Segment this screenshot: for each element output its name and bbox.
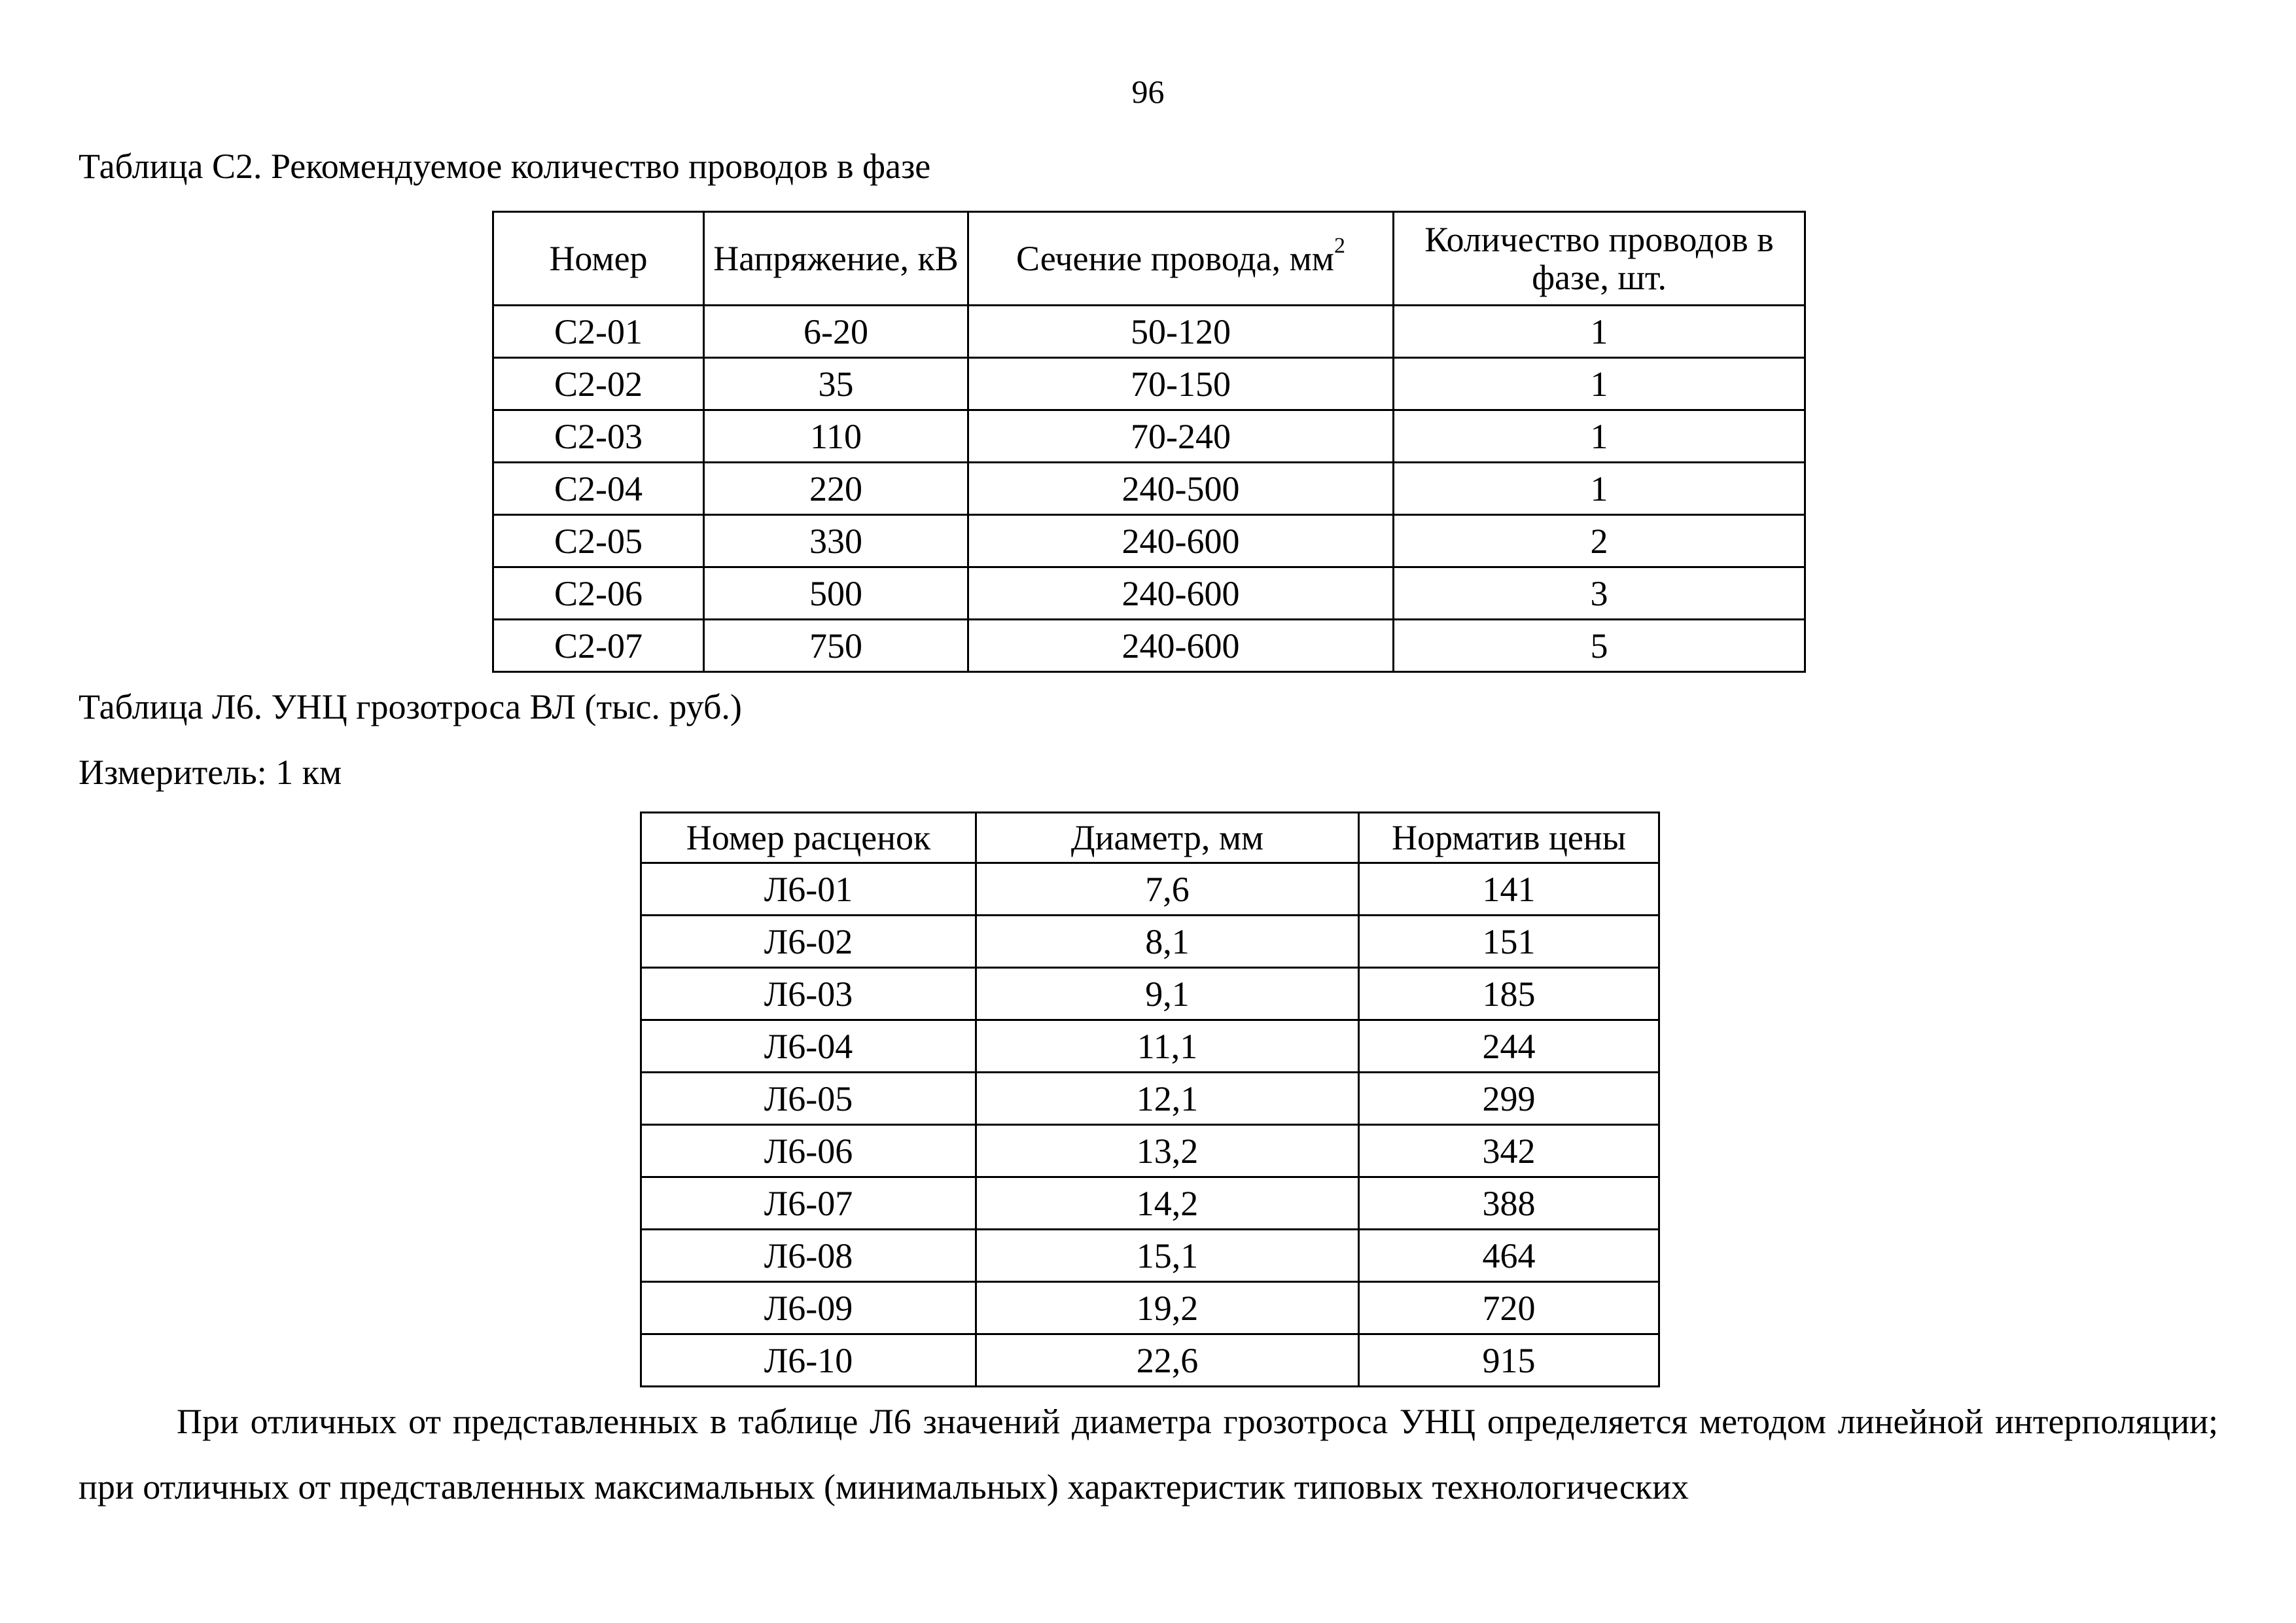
cell-voltage: 220 <box>704 463 968 515</box>
cell-section: 240-600 <box>968 515 1394 567</box>
table-row <box>493 410 1805 463</box>
cell-rate-number: Л6-05 <box>641 1073 976 1125</box>
header-count: Количество проводов в фазе, шт. <box>1394 212 1805 306</box>
table-row <box>641 1073 1659 1125</box>
table-row <box>641 1125 1659 1177</box>
table-row <box>493 358 1805 410</box>
cell-diameter: 12,1 <box>976 1073 1359 1125</box>
cell-section: 240-500 <box>968 463 1394 515</box>
cell-price: 151 <box>1359 916 1659 968</box>
cell-section: 240-600 <box>968 620 1394 672</box>
table-l6-unit: Измеритель: 1 км <box>79 753 342 792</box>
cell-rate-number: Л6-04 <box>641 1020 976 1073</box>
header-diameter: Диаметр, мм <box>976 813 1359 863</box>
cell-diameter: 15,1 <box>976 1230 1359 1282</box>
table-row <box>641 863 1659 916</box>
cell-section: 50-120 <box>968 306 1394 358</box>
cell-rate-number: Л6-06 <box>641 1125 976 1177</box>
cell-diameter: 9,1 <box>976 968 1359 1020</box>
cell-voltage: 330 <box>704 515 968 567</box>
cell-rate-number: Л6-02 <box>641 916 976 968</box>
cell-voltage: 110 <box>704 410 968 463</box>
cell-voltage: 500 <box>704 567 968 620</box>
cell-diameter: 11,1 <box>976 1020 1359 1073</box>
cell-price: 720 <box>1359 1282 1659 1334</box>
table-row <box>493 515 1805 567</box>
cell-count: 1 <box>1394 358 1805 410</box>
body-paragraph: При отличных от представленных в таблице Л6 значений диаметра грозотроса УНЦ определяется методом линейной интерполяции; при отличных от представленных максимальных (минимальных) характеристик типовых технологических <box>79 1402 2218 1507</box>
cell-count: 1 <box>1394 463 1805 515</box>
cell-price: 464 <box>1359 1230 1659 1282</box>
table-c2-caption: Таблица С2. Рекомендуемое количество проводов в фазе <box>79 147 931 186</box>
table-row <box>641 916 1659 968</box>
cell-diameter: 7,6 <box>976 863 1359 916</box>
table-row <box>641 1282 1659 1334</box>
header-section-sup: 2 <box>1333 234 1345 258</box>
cell-diameter: 19,2 <box>976 1282 1359 1334</box>
header-rate-number: Номер расценок <box>641 813 976 863</box>
cell-count: 5 <box>1394 620 1805 672</box>
cell-rate-number: Л6-03 <box>641 968 976 1020</box>
cell-count: 3 <box>1394 567 1805 620</box>
table-l6-caption: Таблица Л6. УНЦ грозотроса ВЛ (тыс. руб.) <box>79 687 742 726</box>
cell-price: 244 <box>1359 1020 1659 1073</box>
cell-rate-number: Л6-01 <box>641 863 976 916</box>
cell-number: С2-07 <box>493 620 704 672</box>
cell-voltage: 35 <box>704 358 968 410</box>
cell-number: С2-03 <box>493 410 704 463</box>
cell-price: 185 <box>1359 968 1659 1020</box>
cell-rate-number: Л6-10 <box>641 1334 976 1387</box>
cell-diameter: 22,6 <box>976 1334 1359 1387</box>
cell-rate-number: Л6-09 <box>641 1282 976 1334</box>
header-section-label: Сечение провода, мм <box>1016 239 1334 278</box>
table-row <box>641 1020 1659 1073</box>
cell-voltage: 6-20 <box>704 306 968 358</box>
cell-rate-number: Л6-08 <box>641 1230 976 1282</box>
cell-diameter: 13,2 <box>976 1125 1359 1177</box>
table-c2-header-row <box>493 212 1805 306</box>
table-row <box>493 620 1805 672</box>
cell-number: С2-02 <box>493 358 704 410</box>
table-c2 <box>492 211 1806 673</box>
cell-price: 388 <box>1359 1177 1659 1230</box>
cell-diameter: 8,1 <box>976 916 1359 968</box>
table-row <box>493 306 1805 358</box>
header-section <box>968 212 1394 306</box>
table-row <box>641 1230 1659 1282</box>
cell-number: С2-01 <box>493 306 704 358</box>
cell-price: 141 <box>1359 863 1659 916</box>
table-row <box>493 567 1805 620</box>
cell-count: 1 <box>1394 410 1805 463</box>
cell-section: 70-240 <box>968 410 1394 463</box>
page-number: 96 <box>1131 73 1165 110</box>
cell-number: С2-04 <box>493 463 704 515</box>
cell-rate-number: Л6-07 <box>641 1177 976 1230</box>
cell-number: С2-06 <box>493 567 704 620</box>
cell-diameter: 14,2 <box>976 1177 1359 1230</box>
table-row <box>493 463 1805 515</box>
cell-count: 1 <box>1394 306 1805 358</box>
cell-number: С2-05 <box>493 515 704 567</box>
table-l6-header-row <box>641 813 1659 863</box>
table-l6 <box>640 812 1660 1387</box>
table-row <box>641 968 1659 1020</box>
cell-price: 342 <box>1359 1125 1659 1177</box>
cell-section: 70-150 <box>968 358 1394 410</box>
header-number: Номер <box>493 212 704 306</box>
table-row <box>641 1334 1659 1387</box>
table-row <box>641 1177 1659 1230</box>
header-price: Норматив цены <box>1359 813 1659 863</box>
header-voltage: Напряжение, кВ <box>704 212 968 306</box>
cell-count: 2 <box>1394 515 1805 567</box>
cell-price: 299 <box>1359 1073 1659 1125</box>
cell-section: 240-600 <box>968 567 1394 620</box>
cell-voltage: 750 <box>704 620 968 672</box>
cell-price: 915 <box>1359 1334 1659 1387</box>
